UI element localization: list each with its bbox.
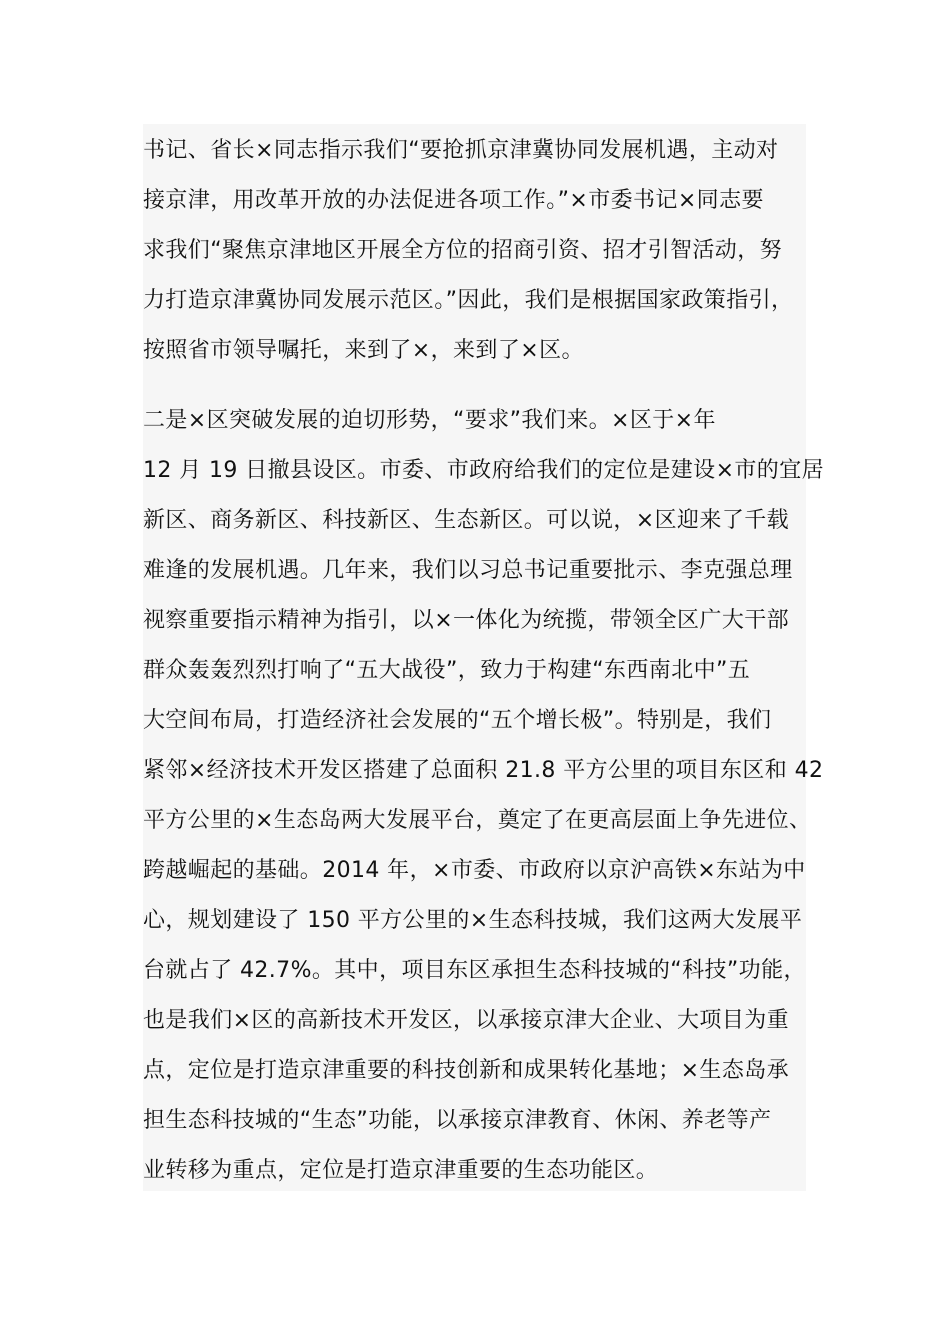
- paragraph-2-line-15: 担生态科技城的“生态”功能，以承接京津教育、休闲、养老等产: [143, 1108, 772, 1133]
- paragraph-2-line-10: 跨越崛起的基础。2014 年，×市委、市政府以京沪高铁×东站为中: [143, 858, 806, 883]
- paragraph-2-line-13: 也是我们×区的高新技术开发区，以承接京津大企业、大项目为重: [143, 1008, 790, 1033]
- paragraph-2-line-11: 心，规划建设了 150 平方公里的×生态科技城，我们这两大发展平: [143, 908, 803, 933]
- paragraph-1-line-2: 接京津，用改革开放的办法促进各项工作。”×市委书记×同志要: [143, 188, 764, 213]
- document-text-block: [143, 124, 825, 1191]
- paragraph-2-line-5: 视察重要指示精神为指引，以×一体化为统揽，带领全区广大干部: [143, 608, 790, 633]
- paragraph-2-line-16: 业转移为重点，定位是打造京津重要的生态功能区。: [143, 1158, 659, 1183]
- paragraph-1-line-5: 按照省市领导嘱托，来到了×，来到了×区。: [143, 338, 584, 363]
- paragraph-gap: [143, 374, 806, 404]
- paragraph-2-line-1: 二是×区突破发展的迫切形势，“要求”我们来。×区于×年: [143, 408, 716, 433]
- paragraph-1-line-1: 书记、省长×同志指示我们“要抢抓京津冀协同发展机遇，主动对: [143, 138, 779, 163]
- paragraph-2-line-6: 群众轰轰烈烈打响了“五大战役”，致力于构建“东西南北中”五: [143, 658, 751, 683]
- paragraph-2-line-14: 点，定位是打造京津重要的科技创新和成果转化基地；×生态岛承: [143, 1058, 790, 1083]
- paragraph-2-line-2: 12 月 19 日撤县设区。市委、市政府给我们的定位是建设×市的宜居: [143, 458, 825, 483]
- paragraph-2-line-4: 难逢的发展机遇。几年来，我们以习总书记重要批示、李克强总理: [143, 558, 793, 583]
- paragraph-2-line-3: 新区、商务新区、科技新区、生态新区。可以说，×区迎来了千载: [143, 508, 790, 533]
- paragraph-2-line-7: 大空间布局，打造经济社会发展的“五个增长极”。特别是，我们: [143, 708, 772, 733]
- paragraph-2-line-8: 紧邻×经济技术开发区搭建了总面积 21.8 平方公里的项目东区和 42: [143, 758, 824, 783]
- paragraph-1-line-4: 力打造京津冀协同发展示范区。”因此，我们是根据国家政策指引，: [143, 288, 794, 313]
- paragraph-2-line-9: 平方公里的×生态岛两大发展平台，奠定了在更高层面上争先进位、: [143, 808, 812, 833]
- paragraph-2-line-12: 台就占了 42.7%。其中，项目东区承担生态科技城的“科技”功能，: [143, 958, 806, 983]
- paragraph-1-line-3: 求我们“聚焦京津地区开展全方位的招商引资、招才引智活动，努: [143, 238, 782, 263]
